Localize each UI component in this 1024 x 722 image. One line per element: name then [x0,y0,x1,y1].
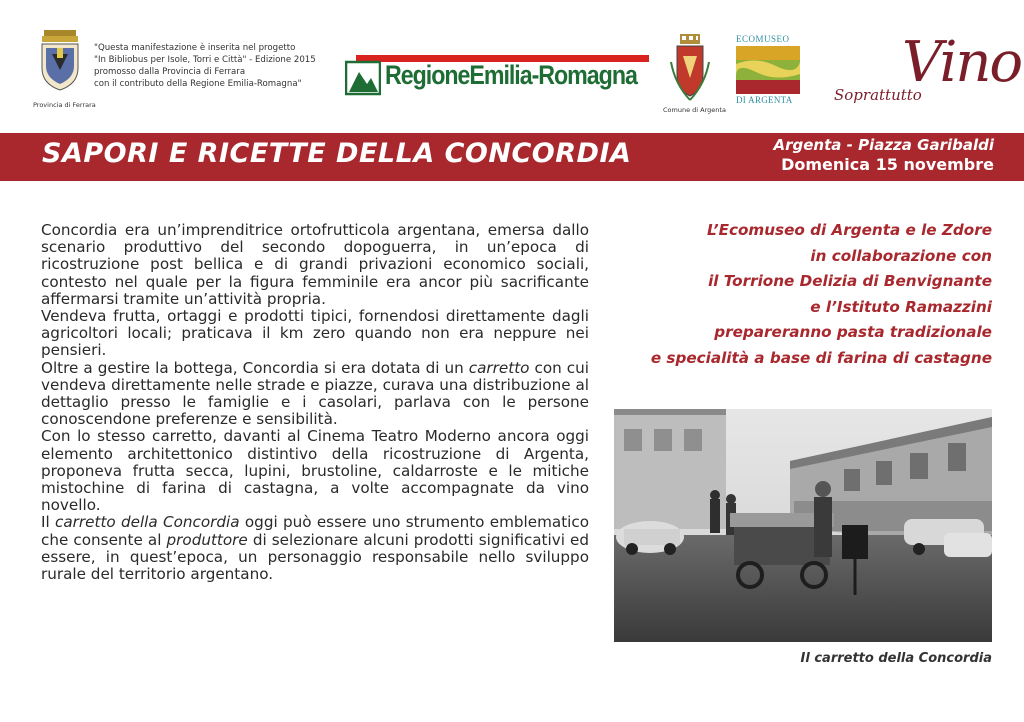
comune-argenta-crest [669,34,711,104]
photo-caption: Il carretto della Concordia [800,651,992,666]
announcement-block [592,218,992,372]
story-text-span: Il [41,513,55,532]
story-paragraph: Vendeva frutta, ortaggi e prodotti tipici, fornendosi direttamente dagli agricoltori locali; praticava il km zero quando non era neppure nei pensieri. [41,307,589,360]
ecomuseo-logo [736,34,802,106]
story-paragraph: Concordia era un’imprenditrice ortofrutticola argentana, emersa dallo scenario produttivo del secondo dopoguerra, in un’epoca di ricostruzione post bellica e di grandi privazioni economico sociali, contesto nel quale per la figura femminile era ancor più sacrificante affermarsi tramite un’attività propria. [41,221,589,308]
announcement-line: il Torrione Delizia di Benvignante [708,272,992,291]
story-text-span: Oltre a gestire la bottega, Concordia si era dotata di un [41,358,469,377]
wine-logo-big-text: Vino [902,30,1022,95]
comune-label: Comune di Argenta [663,106,726,114]
region-logo-text: RegioneEmilia-Romagna [385,60,637,90]
story-text [41,222,589,583]
announcement-line: L’Ecomuseo di Argenta e le Zdore [706,221,992,239]
ecomuseo-top-text: ECOMUSEO [736,34,790,44]
story-paragraph [41,360,589,429]
soprattutto-vino-logo [834,30,1022,116]
project-line: "Questa manifestazione è inserita nel progetto [94,43,296,53]
project-line: promosso dalla Provincia di Ferrara [94,67,246,77]
project-note [94,42,344,90]
story-emphasis: produttore [166,530,248,549]
provincia-label: Provincia di Ferrara [33,101,96,109]
story-emphasis: carretto [468,358,530,377]
story-text-span: con cui vendeva direttamente nelle strade e piazze, curava una distribuzione al dettaglio presso le famiglie e i casolari, parlava con le persone conoscendone preferenze e sensibilità. [41,358,589,429]
announcement-line: e specialità a base di farina di castagne [650,348,992,367]
story-paragraph: Con lo stesso carretto, davanti al Cinema Teatro Moderno ancora oggi elemento architettonico distintivo della ricostruzione di Argenta, proponeva frutta secca, lupini, brustoline, caldarroste e le mitiche mistochine di farina di castagna, a volte accompagnate da vino novello. [41,427,589,515]
announcement-line: e l’Istituto Ramazzini [810,297,992,316]
story-text-span: oggi può essere uno strumento emblematico che consente al [41,513,590,549]
story-text-span: di selezionare alcuni prodotti significativi ed essere, in quest’epoca, un personaggio responsabile nello sviluppo rurale del territorio argentano. [41,530,589,584]
story-emphasis: carretto della Concordia [55,513,240,532]
region-logo [345,56,649,98]
wine-logo-small-text: Soprattutto [834,86,922,104]
event-date: Domenica 15 novembre [781,155,994,174]
region-emblem-icon [345,60,381,96]
event-title: SAPORI E RICETTE DELLA CONCORDIA [42,138,632,169]
historic-photo [614,409,992,642]
ecomuseo-bottom-text: DI ARGENTA [736,95,793,105]
project-line: con il contributo della Regione Emilia-Romagna" [94,79,302,89]
provincia-ferrara-crest [38,30,82,92]
story-paragraph [41,514,589,583]
event-place: Argenta - Piazza Garibaldi [773,136,994,154]
announcement-line: in collaborazione con [810,246,992,265]
project-line: "In Bibliobus per Isole, Torri e Città" - Edizione 2015 [94,55,316,65]
ecomuseo-emblem-icon [736,46,800,94]
announcement-line: prepareranno pasta tradizionale [714,323,992,342]
